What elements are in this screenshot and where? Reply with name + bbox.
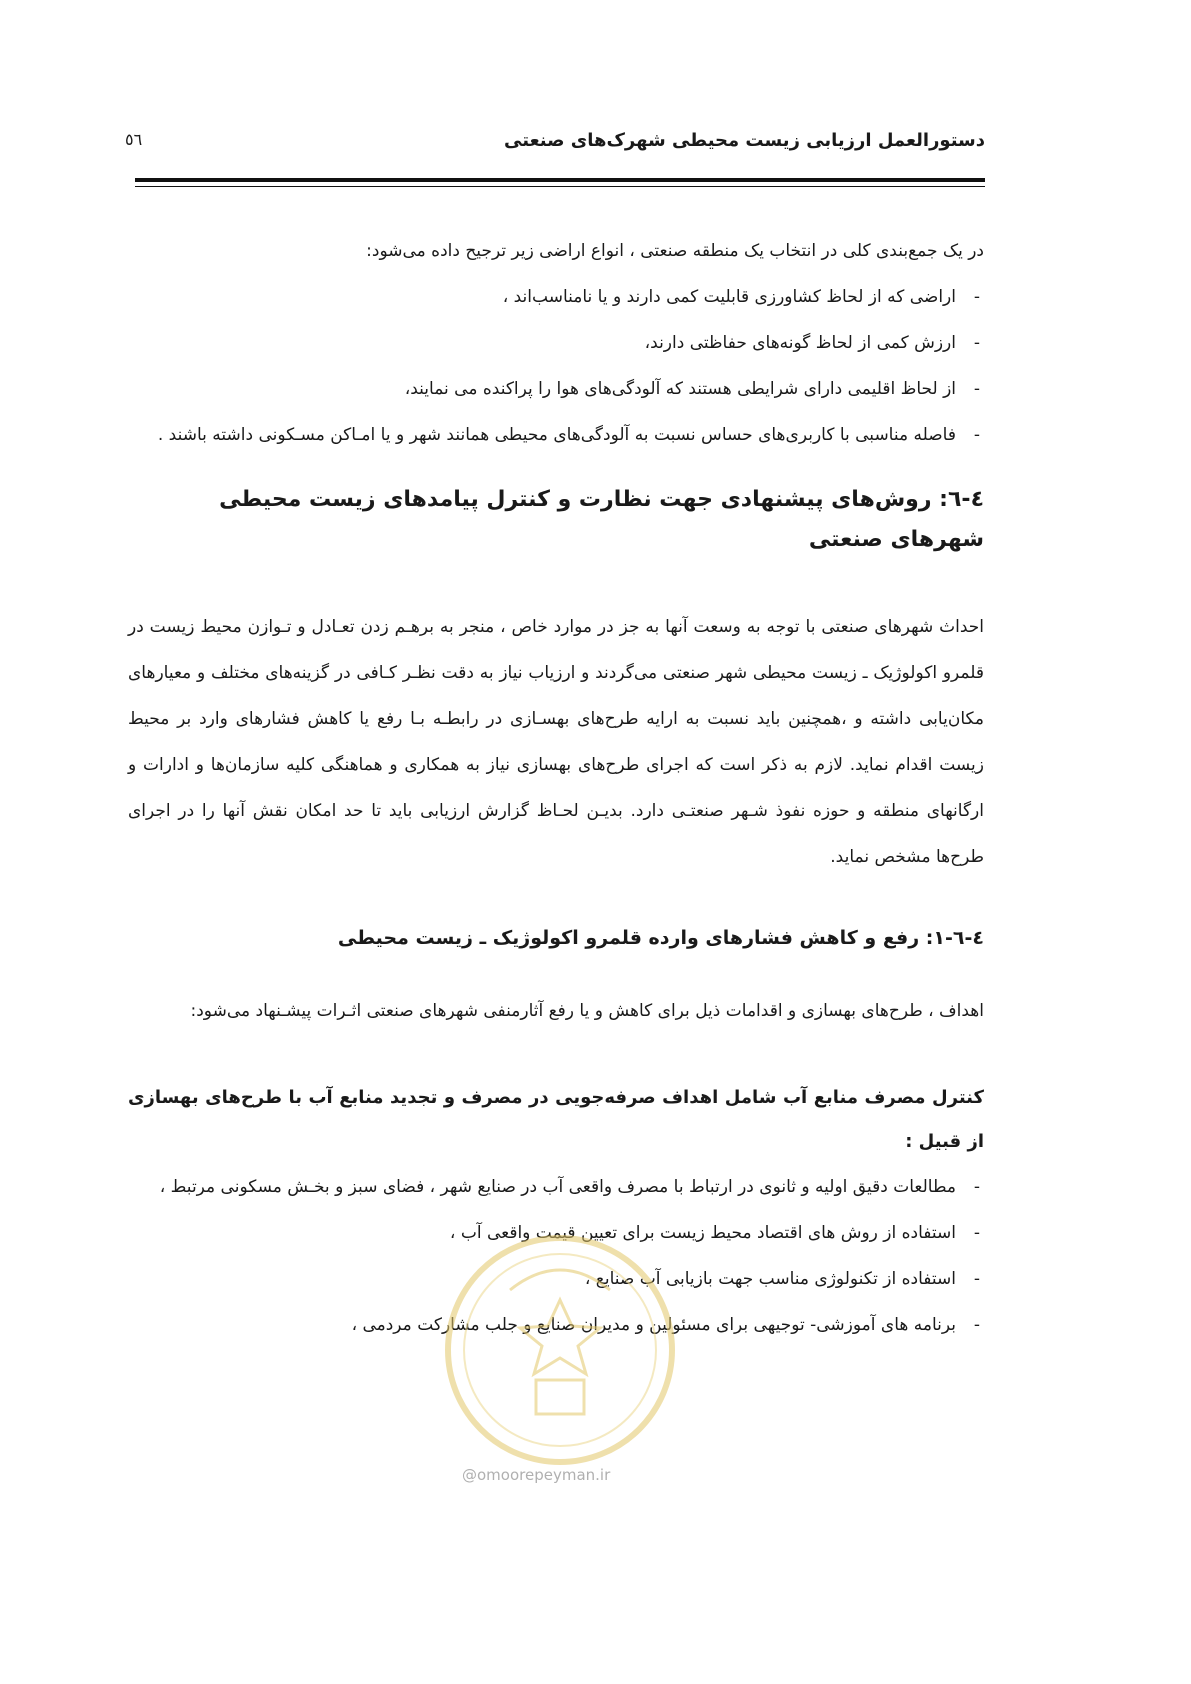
bullet-dash: - xyxy=(973,1177,980,1197)
spacer xyxy=(128,1034,984,1076)
watermark-url: @omoorepeyman.ir xyxy=(462,1466,611,1484)
bullet-dash: - xyxy=(973,1223,980,1243)
bullet-dash: - xyxy=(973,287,980,307)
list-item-text: فاصله مناسبی با کاربری‌های حساس نسبت به آلودگی‌های محیطی همانند شهر و یا امـاکن مسـکونی داشته باشند . xyxy=(157,425,956,445)
bullet-dash: - xyxy=(973,1269,980,1289)
bullet-dash: - xyxy=(973,425,980,445)
seal-building-icon xyxy=(536,1380,584,1414)
bullet-dash: - xyxy=(973,333,980,353)
list-item-text: اراضی که از لحاظ کشاورزی قابلیت کمی دارند و یا نامناسب‌اند ، xyxy=(502,287,956,307)
spacer xyxy=(128,958,984,988)
subsection-heading: ٤-٦-١: رفع و کاهش فشارهای وارده قلمرو اکولوژیک ـ زیست محیطی xyxy=(337,927,984,949)
list-item xyxy=(128,412,984,458)
subsection-body: اهداف ، طرح‌های بهسازی و اقدامات ذیل برای کاهش و یا رفع آثارمنفی شهرهای صنعتی اثـرات پیشـنهاد می‌شود: xyxy=(190,1001,984,1021)
header-rule-thick xyxy=(135,178,985,182)
list-item xyxy=(128,1164,984,1210)
running-header xyxy=(125,130,985,166)
list-item xyxy=(128,1302,984,1348)
list-item xyxy=(128,366,984,412)
list-item-text: استفاده از روش های اقتصاد محیط زیست برای تعیین قیمت واقعی آب ، xyxy=(449,1223,956,1243)
bullet-dash: - xyxy=(973,1315,980,1335)
list-item-text: ارزش کمی از لحاظ گونه‌های حفاظتی دارند، xyxy=(644,333,956,353)
list-item-text: برنامه های آموزشی- توجیهی برای مسئولین و مدیران صنایع و جلب مشارکت مردمی ، xyxy=(351,1315,956,1335)
list-item-text: استفاده از تکنولوژی مناسب جهت بازیابی آب صنایع ، xyxy=(584,1269,956,1289)
bullet-dash: - xyxy=(973,379,980,399)
list-item xyxy=(128,320,984,366)
list-item xyxy=(128,1210,984,1256)
land-type-list xyxy=(128,274,984,458)
spacer xyxy=(128,560,984,604)
list-item-text: مطالعات دقیق اولیه و ثانوی در ارتباط با مصرف واقعی آب در صنایع شهر ، فضای سبز و بخـش مسکونی مرتبط ، xyxy=(159,1177,956,1197)
spacer xyxy=(128,458,984,480)
list-item xyxy=(128,1256,984,1302)
header-rule-thin xyxy=(135,186,985,187)
water-control-heading: کنترل مصرف منابع آب شامل اهداف صرفه‌جویی در مصرف و تجدید منابع آب با طرح‌های بهسازی از قبیل : xyxy=(128,1087,984,1152)
header-title: دستورالعمل ارزیابی زیست محیطی شهرک‌های صنعتی xyxy=(504,130,985,151)
section-body: احداث شهرهای صنعتی با توجه به وسعت آنها به جز در موارد خاص ، منجر به برهـم زدن تعـادل و تـوازن محیط زیست در قلمرو اکولوژیک ـ زیست محیطی شهر صنعتی می‌گردند و ارزیاب نیاز به دقت نظـر کـافی در گزینه‌های مختلف و معیارهای مکان‌یابی داشته و ،همچنین باید نسبت به ارایه طرح‌های بهسـازی در رابطـه بـا رفع یا کاهش فشارهای وارد بر محیط زیست اقدام نماید. لازم به ذکر است که اجرای طرح‌های بهسازی نیاز به همکاری و هماهنگی کلیه سازمان‌ها و ادارات و ارگانهای منطقه و حوزه نفوذ شـهر صنعتـی دارد. بدیـن لحـاظ گزارش ارزیابی باید تا حد امکان نقش آنها را در اجرای طرح‌ها مشخص نماید. xyxy=(128,617,984,867)
main-content xyxy=(128,228,984,1348)
page-number: ٥٦ xyxy=(125,130,143,149)
spacer xyxy=(128,880,984,918)
intro-paragraph: در یک جمع‌بندی کلی در انتخاب یک منطقه صنعتی ، انواع اراضی زیر ترجیح داده می‌شود: xyxy=(366,241,984,261)
list-item xyxy=(128,274,984,320)
list-item-text: از لحاظ اقلیمی دارای شرایطی هستند که آلودگی‌های هوا را پراکنده می نمایند، xyxy=(404,379,956,399)
section-heading: ٤-٦: روش‌های پیشنهادی جهت نظارت و کنترل پیامدهای زیست محیطی شهرهای صنعتی xyxy=(219,487,984,552)
water-measures-list xyxy=(128,1164,984,1348)
